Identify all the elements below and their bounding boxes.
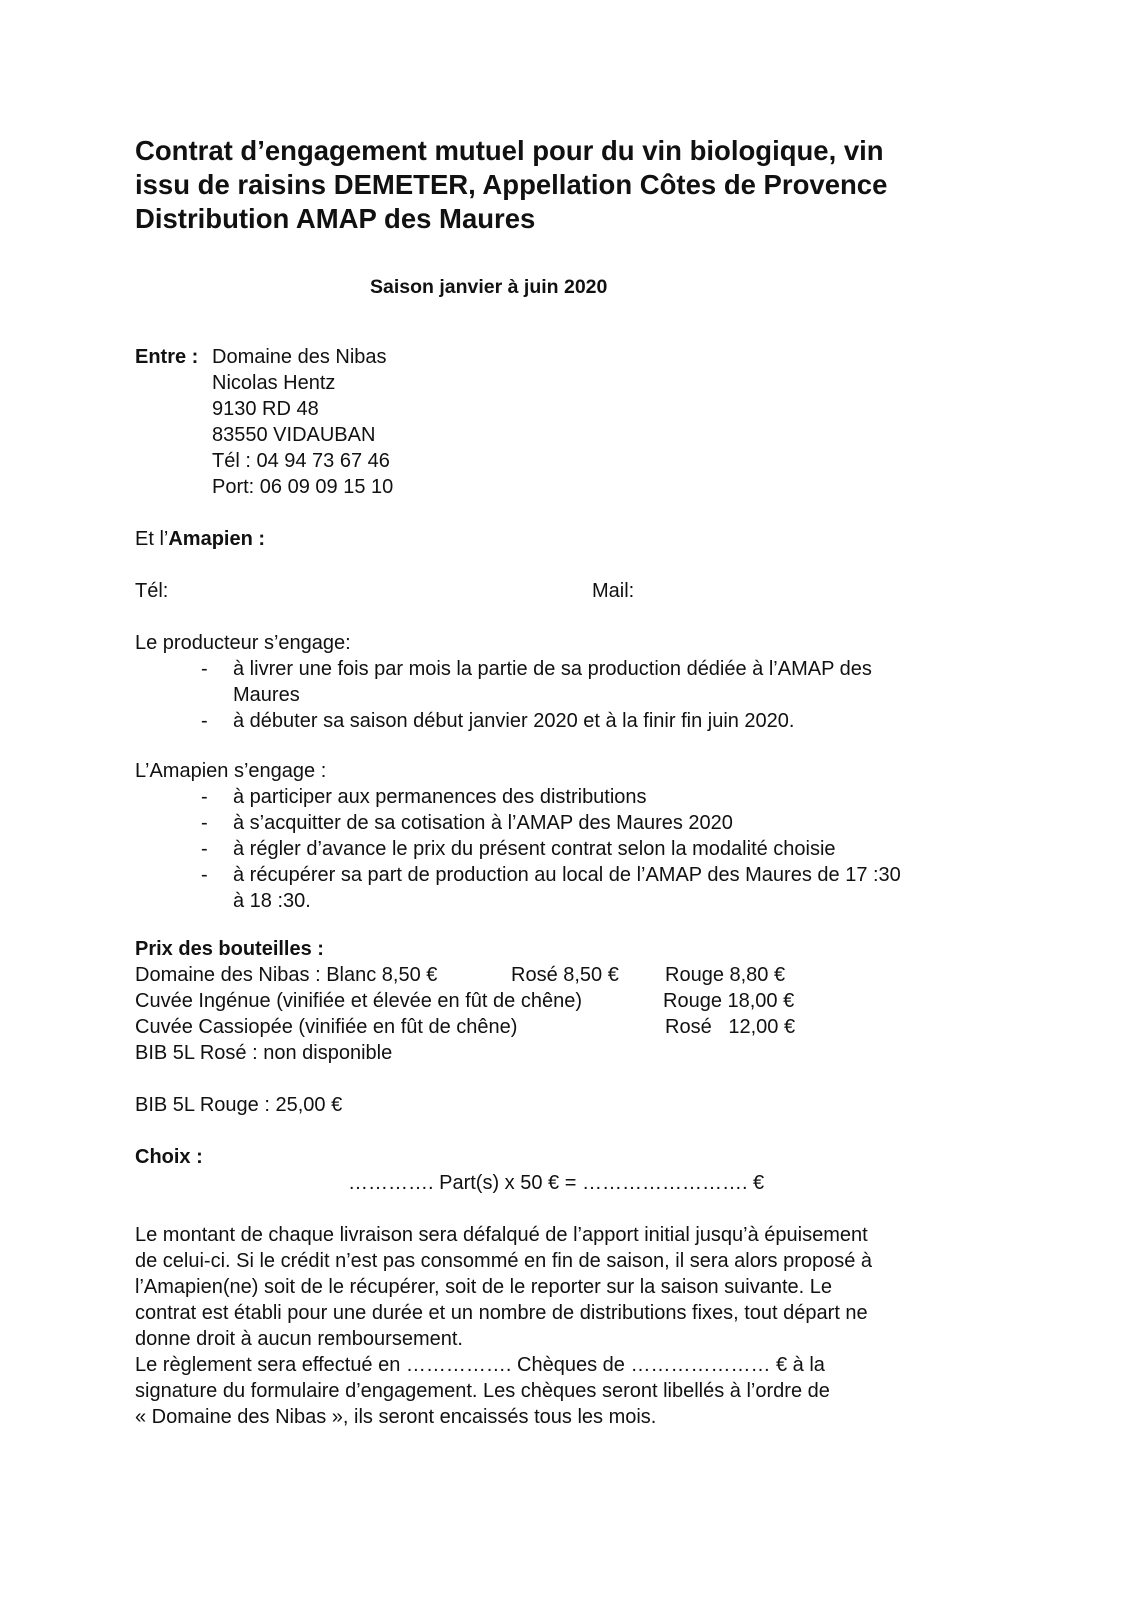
amapien-line xyxy=(135,526,265,552)
et-prefix: Et l’ xyxy=(135,528,169,550)
tel-field-label: Tél: xyxy=(135,580,169,602)
price-cell: Rouge 18,00 € xyxy=(663,990,795,1012)
list-item xyxy=(135,862,901,914)
terms-line: Le règlement sera effectué en ……………. Chèques de ………………… € à la xyxy=(135,1354,825,1376)
producer-address xyxy=(212,344,393,500)
producer-person: Nicolas Hentz xyxy=(212,372,336,394)
amapien-commitment-heading: L’Amapien s’engage : xyxy=(135,760,327,782)
list-item-line: - à débuter sa saison début janvier 2020 et à la finir fin juin 2020. xyxy=(233,710,795,732)
terms-line: Le montant de chaque livraison sera défalqué de l’apport initial jusqu’à épuisement xyxy=(135,1224,868,1246)
terms-line: contrat est établi pour une durée et un nombre de distributions fixes, tout départ ne xyxy=(135,1302,868,1324)
producer-name: Domaine des Nibas xyxy=(212,346,387,368)
terms-line: signature du formulaire d’engagement. Les chèques seront libellés à l’ordre de xyxy=(135,1380,830,1402)
terms-line: « Domaine des Nibas », ils seront encaissés tous les mois. xyxy=(135,1406,657,1428)
choice-heading: Choix : xyxy=(135,1146,203,1168)
title-line-3: Distribution AMAP des Maures xyxy=(135,203,536,234)
mail-field-label: Mail: xyxy=(592,580,635,602)
price-cell: Rouge 8,80 € xyxy=(665,964,786,986)
amapien-commitment-list xyxy=(135,784,901,914)
producer-tel: Tél : 04 94 73 67 46 xyxy=(212,450,390,472)
price-cell: Cuvée Cassiopée (vinifiée en fût de chêne) xyxy=(135,1016,518,1038)
list-item xyxy=(135,784,901,810)
list-item-line: - à participer aux permanences des distributions xyxy=(233,786,647,808)
list-item-line: - à récupérer sa part de production au local de l’AMAP des Maures de 17 :30 xyxy=(233,864,901,886)
list-item-line: - à livrer une fois par mois la partie de sa production dédiée à l’AMAP des xyxy=(233,658,872,680)
amapien-commitment xyxy=(135,758,901,914)
producer-city: 83550 VIDAUBAN xyxy=(212,424,376,446)
terms-line: l’Amapien(ne) soit de le récupérer, soit de le reporter sur la saison suivante. Le xyxy=(135,1276,833,1298)
title-line-1: Contrat d’engagement mutuel pour du vin biologique, vin xyxy=(135,135,884,166)
price-cell: Domaine des Nibas : Blanc 8,50 € xyxy=(135,964,438,986)
producer-commitment-heading: Le producteur s’engage: xyxy=(135,632,351,654)
price-cell: Rosé 8,50 € xyxy=(511,964,619,986)
price-cell: BIB 5L Rosé : non disponible xyxy=(135,1042,393,1064)
list-item-line: à 18 :30. xyxy=(233,890,311,912)
list-item-line: - à régler d’avance le prix du présent contrat selon la modalité choisie xyxy=(233,838,836,860)
document-title xyxy=(135,134,1035,236)
choice-formula: …………. Part(s) x 50 € = ……………………. € xyxy=(348,1172,765,1194)
producer-commitment xyxy=(135,630,872,734)
title-line-2: issu de raisins DEMETER, Appellation Côtes de Provence xyxy=(135,169,888,200)
list-item xyxy=(135,836,901,862)
terms-paragraph xyxy=(135,1222,872,1430)
terms-line: de celui-ci. Si le crédit n’est pas consommé en fin de saison, il sera alors proposé à xyxy=(135,1250,873,1272)
terms-line: donne droit à aucun remboursement. xyxy=(135,1328,463,1350)
amapien-label: Amapien : xyxy=(168,528,266,550)
list-item xyxy=(135,656,872,708)
list-item xyxy=(135,810,901,836)
prices-heading: Prix des bouteilles : xyxy=(135,938,324,960)
producer-street: 9130 RD 48 xyxy=(212,398,319,420)
price-cell: Rosé 12,00 € xyxy=(665,1016,796,1038)
list-item-line: Maures xyxy=(233,684,300,706)
producer-port: Port: 06 09 09 15 10 xyxy=(212,476,394,498)
producer-commitment-list xyxy=(135,656,872,734)
price-bib-rouge: BIB 5L Rouge : 25,00 € xyxy=(135,1094,343,1116)
price-cell: Cuvée Ingénue (vinifiée et élevée en fût de chêne) xyxy=(135,990,582,1012)
list-item-line: - à s’acquitter de sa cotisation à l’AMAP des Maures 2020 xyxy=(233,812,733,834)
season-heading: Saison janvier à juin 2020 xyxy=(370,276,608,298)
entre-label: Entre : xyxy=(135,346,199,368)
list-item xyxy=(135,708,872,734)
